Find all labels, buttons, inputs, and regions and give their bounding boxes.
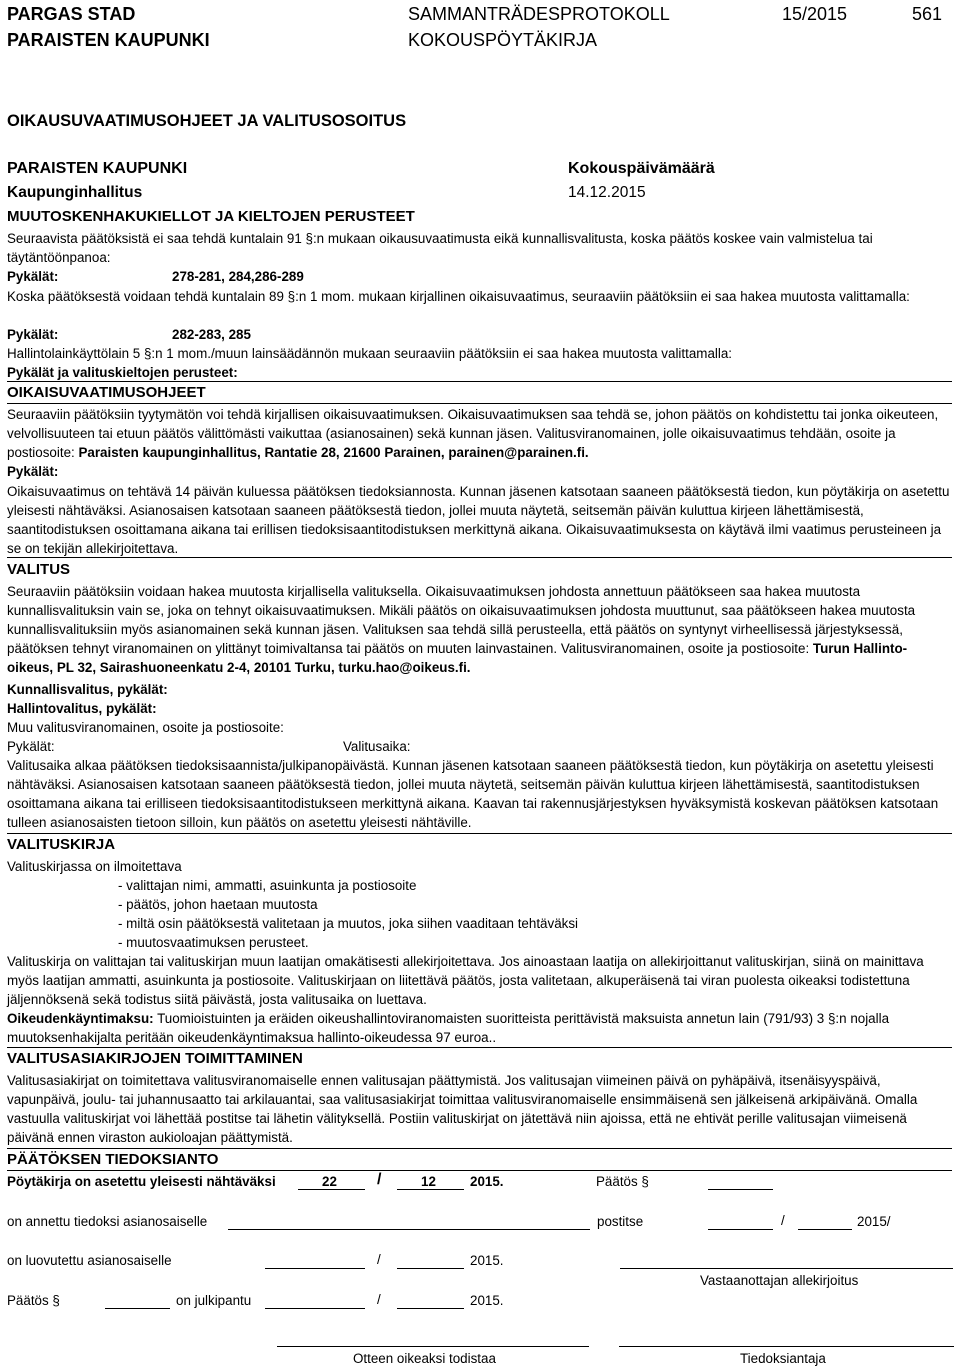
valitusaika-label: Valitusaika: — [343, 739, 411, 754]
list-item: - päätös, johon haetaan muutosta — [118, 897, 318, 912]
date-separator: / — [377, 1252, 381, 1267]
luovutettu-year: 2015. — [470, 1253, 504, 1268]
pykalat-value-1: 278-281, 284,286-289 — [172, 269, 304, 284]
toimittaminen-paragraph: Valitusasiakirjat on toimitettava valitusviranomaiselle ennen valitusajan päättymistä. Jos valitusajan viimeinen päivä on pyhäpäivä, itsenäisyyspäivä, vapunpäivä, joulu- tai juhannusaatto tai arkilauantai, saa valitusasiakirjat toimittaa valitusviranomaiselle ensimmäisenä sen jälkeisenä arkipäivänä. Omalla vastuulla valituskirjat voi lähettää postitse tai lähetin välityksellä. Postiin valituskirjat on jätettävä niin ajoissa, että ne ehtivät perille valitusajan viimeisenä päivänä ennen viraston aukioloajan päättymistä. — [7, 1073, 918, 1145]
doc-type-sv: SAMMANTRÄDESPROTOKOLL — [408, 4, 670, 24]
month-line — [397, 1189, 464, 1190]
divider — [7, 1148, 952, 1149]
postitse-label: postitse — [597, 1214, 644, 1229]
pykalat-label-2: Pykälät: — [7, 327, 59, 342]
julkipantu-line-1 — [265, 1308, 365, 1309]
date-separator: / — [377, 1292, 381, 1307]
org-name-sv: PARGAS STAD — [7, 4, 136, 24]
restrictions-text-3: Hallintolainkäyttölain 5 §:n 1 mom./muun lainsäädännön mukaan seuraaviin päätöksiin ei saa hakea muutosta valittamalla: — [7, 346, 733, 361]
valituskirja-intro: Valituskirjassa on ilmoitettava — [7, 859, 182, 874]
hallintovalitus-label: Hallintovalitus, pykälät: — [7, 701, 157, 716]
postitse-line-2 — [798, 1229, 852, 1230]
divider — [7, 557, 952, 558]
divider — [7, 1047, 952, 1048]
list-item: - miltä osin päätöksestä valitetaan ja muutos, joka siihen vaaditaan tehtäväksi — [118, 916, 579, 931]
kunnallisvalitus-label: Kunnallisvalitus, pykälät: — [7, 682, 168, 697]
meta-date-label: Kokouspäivämäärä — [568, 160, 715, 177]
section-heading-valituskirja: VALITUSKIRJA — [7, 836, 116, 853]
protocol-number: 15/2015 — [782, 4, 848, 24]
section-heading-valitus: VALITUS — [7, 561, 71, 578]
valituskirja-paragraph-1: Valituskirja on valittajan tai valituskirjan muun laatijan omakätisesti allekirjoitettava. Jos ainoastaan laatija on allekirjoittanut valituskirjan, siinä on mainittava myös laatijan ammatti, asuinkunta ja postiosoite. Valituskirjaan on liitettävä päätös, josta valitetaan, alkuperäisenä tai viran puolesta oikeaksi todistettuna jäljennöksenä sekä todistus siitä päivästä, josta valitusaika on luettava. — [7, 954, 924, 1007]
doc-type-fi: KOKOUSPÖYTÄKIRJA — [408, 30, 598, 50]
list-item: - muutosvaatimuksen perusteet. — [118, 935, 309, 950]
luovutettu-line-1 — [265, 1268, 365, 1269]
oikaisu-paragraph-2: Oikaisuvaatimus on tehtävä 14 päivän kuluessa päätöksen tiedoksiannosta. Kunnan jäsenen katsotaan saaneen päätöksestä tiedon, kun pöytäkirja on asetettu yleisesti nähtäväksi. Asianosaisen katsotaan saaneen päätöksestä tiedon, jollei muuta näytetä, seitsemän päivän kuluttua kirjeen lähettämisestä, saantitodistuksen osoittamana aikana tai erillisen tiedoksisaantitodistuksen merkittynä aikana. Oikaisuvaatimuksesta on käytävä ilmi vaatimus perusteineen ja se on tekijän allekirjoitettava. — [7, 484, 950, 556]
valitus-pykalat: Pykälät: — [7, 739, 55, 754]
pykalat-value-2: 282-283, 285 — [172, 327, 251, 342]
section-heading-tiedoksianto: PÄÄTÖKSEN TIEDOKSIANTO — [7, 1151, 219, 1168]
restrictions-text-4: Pykälät ja valituskieltojen perusteet: — [7, 365, 238, 380]
tiedoksiantaja-label: Tiedoksiantaja — [740, 1351, 826, 1366]
page-number: 561 — [912, 4, 943, 24]
date-separator: / — [377, 1171, 382, 1188]
nahtavaksi-year: 2015. — [470, 1174, 504, 1189]
divider — [7, 381, 952, 382]
meta-org: PARAISTEN KAUPUNKI — [7, 160, 188, 177]
section-heading-oikaisu: OIKAISUVAATIMUSOHJEET — [7, 384, 206, 401]
tiedoksiantaja-signature-line — [619, 1346, 954, 1347]
tiedoksi-line — [228, 1229, 590, 1230]
otteen-label: Otteen oikeaksi todistaa — [353, 1351, 496, 1366]
divider — [7, 1170, 952, 1171]
paatos-line — [708, 1189, 773, 1190]
valitus-paragraph-1: Seuraaviin päätöksiin voidaan hakea muutosta kirjallisella valituksella. Oikaisuvaatimuksen johdosta annettuun päätökseen saa hakea muutosta kunnallisvalituksin vain se, joka on tehnyt oikaisuvaatimuksen. Mikäli päätös on oikaisuvaatimuksen johdosta muuttunut, saa päätökseen hakea muutosta kunnallisvalituksiin myös asianomainen sekä kunnan jäsen. Valituksen saa tehdä sillä perusteella, että päätös on syntynyt virheellisessä järjestyksessä, päätöksen tehnyt viranomainen on ylittänyt toimivaltansa tai päätös on muuten lainvastainen. Valitusviranomainen, osoite ja postiosoite: Turun Hallinto-oikeus, PL 32, Sairashuoneenkatu 2-4, 20101 Turku, turku.hao@oikeus.fi. — [7, 584, 916, 675]
list-item: - valittajan nimi, ammatti, asuinkunta ja postiosoite — [118, 878, 417, 893]
pykalat-label-1: Pykälät: — [7, 269, 59, 284]
section-heading-toimittaminen: VALITUSASIAKIRJOJEN TOIMITTAMINEN — [7, 1050, 303, 1067]
tiedoksi-label: on annettu tiedoksi asianosaiselle — [7, 1214, 208, 1229]
julkipantu-year: 2015. — [470, 1293, 504, 1308]
postitse-year: 2015/ — [857, 1214, 891, 1229]
divider — [7, 403, 952, 404]
date-separator: / — [781, 1213, 785, 1228]
nahtavaksi-month: 12 — [421, 1174, 436, 1189]
org-name-fi: PARAISTEN KAUPUNKI — [7, 30, 210, 50]
luovutettu-label: on luovutettu asianosaiselle — [7, 1253, 172, 1268]
oikaisu-paragraph-1: Seuraaviin päätöksiin tyytymätön voi tehdä kirjallisen oikaisuvaatimuksen. Oikaisuvaatimuksen saa tehdä se, johon päätös on kohdistettu tai jonka oikeuteen, velvollisuuteen tai etuun päätös välittömästi vaikuttaa (asianosainen) sekä kunnan jäsen. Valitusviranomainen, jolle oikaisuvaatimus tehdään, osoite ja postiosoite: Paraisten kaupunginhallitus, Rantatie 28, 21600 Parainen, parainen@parainen.fi. — [7, 407, 939, 460]
oikaisu-pykalat: Pykälät: — [7, 464, 59, 479]
vastaanottaja-label: Vastaanottajan allekirjoitus — [700, 1273, 859, 1288]
meta-date: 14.12.2015 — [568, 184, 646, 201]
nahtavaksi-label: Pöytäkirja on asetettu yleisesti nähtäväksi — [7, 1174, 276, 1189]
luovutettu-line-2 — [397, 1268, 464, 1269]
julkipantu-paatos-label: Päätös § — [7, 1293, 60, 1308]
page-title: OIKAUSUVAATIMUSOHJEET JA VALITUSOSOITUS — [7, 112, 407, 130]
julkipantu-paatos-line — [105, 1308, 170, 1309]
julkipantu-line-2 — [397, 1308, 464, 1309]
nahtavaksi-day: 22 — [322, 1174, 337, 1189]
restrictions-text-2: Koska päätöksestä voidaan tehdä kuntalain 89 §:n 1 mom. mukaan kirjallinen oikaisuvaatimus, seuraaviin päätöksiin ei saa hakea muutosta valittamalla: — [7, 289, 910, 304]
restrictions-text-1: Seuraavista päätöksistä ei saa tehdä kuntalain 91 §:n mukaan oikausuvaatimusta eikä kunnallisvalitusta, koska päätös koskee vain valmistelua tai täytäntöönpanoa: — [7, 231, 873, 265]
muu-viranomainen-label: Muu valitusviranomainen, osoite ja postiosoite: — [7, 720, 284, 735]
otteen-signature-line — [277, 1346, 589, 1347]
divider — [7, 833, 952, 834]
paatos-label: Päätös § — [596, 1174, 649, 1189]
valitus-paragraph-2: Valitusaika alkaa päätöksen tiedoksisaannista/julkipanopäivästä. Kunnan jäsenen katsotaan saaneen päätöksestä tiedon, kun pöytäkirja on asetettu yleisesti nähtäväksi. Asianosaisen katsotaan saaneen päätöksestä tiedon, jollei muuta näytetä, seitsemän päivän kuluttua kirjeen lähettämisestä, saantitodistuksen osoittamana aikana tai erilliseen tiedoksisaantitodistukseen merkittynä aikana. Kaavan tai rakennusjärjestyksen hyväksymistä koskevan päätöksen katsotaan tulleen asianosaisten tietoon silloin, kun päätös on asetettu yleisesti nähtäville. — [7, 758, 939, 830]
section-heading-restrictions: MUUTOSKENHAKUKIELLOT JA KIELTOJEN PERUSTEET — [7, 208, 415, 225]
postitse-line-1 — [708, 1229, 773, 1230]
signature-line — [620, 1268, 953, 1269]
julkipantu-label: on julkipantu — [176, 1293, 252, 1308]
meta-body: Kaupunginhallitus — [7, 184, 143, 201]
day-line — [298, 1189, 365, 1190]
valituskirja-paragraph-2: Oikeudenkäyntimaksu: Tuomioistuinten ja eräiden oikeushallintoviranomaisten suoritteista perittävistä maksuista annetun lain (791/93) 3 §:n nojalla muutoksenhakijalta peritään oikeudenkäyntimaksua hallinto-oikeudessa 97 euroa.. — [7, 1011, 890, 1045]
